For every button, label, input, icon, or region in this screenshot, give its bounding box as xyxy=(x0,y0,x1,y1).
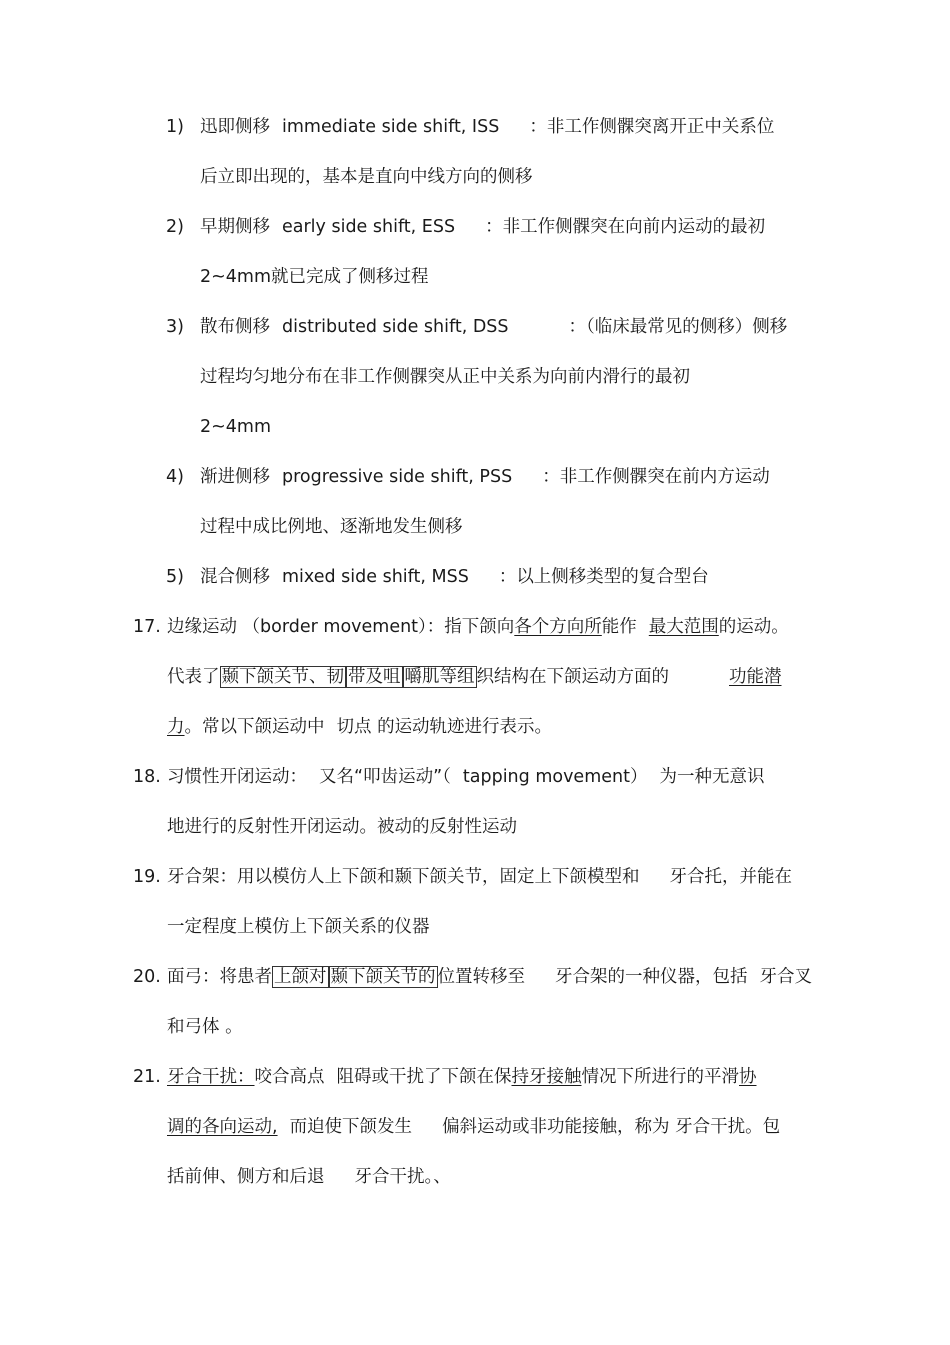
item-19-line-2: 一定程度上模仿上下颌关系的仪器 xyxy=(167,917,430,937)
item-20-line-2: 和弓体 。 xyxy=(167,1017,243,1037)
sub-item-line: 早期侧移 early side shift, ESS ：非工作侧髁突在向前内运动的最初 xyxy=(200,217,766,237)
item-19-line-1: 牙合架：用以模仿人上下颌和颞下颌关节，固定上下颌模型和 牙合托，并能在 xyxy=(167,867,792,887)
sub-item-line: 混合侧移 mixed side shift, MSS ：以上侧移类型的复合型台 xyxy=(200,567,709,587)
sub-item-line: 渐进侧移 progressive side shift, PSS ：非工作侧髁突在前内方运动 xyxy=(200,467,770,487)
sub-item-continuation: 后立即出现的，基本是直向中线方向的侧移 xyxy=(200,167,533,187)
sub-item-description: 非工作侧髁突在前内方运动 xyxy=(559,467,770,487)
sub-item-english: distributed side shift, DSS xyxy=(282,317,509,337)
sub-item-description: 非工作侧髁突离开正中关系位 xyxy=(546,117,775,137)
item-number: 21. xyxy=(133,1067,161,1087)
sub-item-number: 1) xyxy=(166,117,184,137)
boxed-term: 嚼肌等组 xyxy=(404,667,475,687)
item-17-line-3: 力。常以下颌运动中 切点 的运动轨迹进行表示。 xyxy=(167,717,553,737)
sub-item-term: 混合侧移 xyxy=(200,567,270,587)
sub-item-english: early side shift, ESS xyxy=(282,217,456,237)
sub-item-term: 迅即侧移 xyxy=(200,117,270,137)
item-21-line-2: 调的各向运动, 而迫使下颌发生 偏斜运动或非功能接触，称为 牙合干扰。包 xyxy=(167,1117,781,1137)
underlined-term: 调的各向运动, xyxy=(167,1117,278,1137)
underlined-term: 最大范围 xyxy=(648,617,719,637)
sub-item-continuation: 2~4mm xyxy=(200,417,272,437)
sub-item-description: 非工作侧髁突在向前内运动的最初 xyxy=(502,217,766,237)
boxed-term: 带及咀 xyxy=(348,667,401,687)
item-21-line-3: 括前伸、侧方和后退 牙合干扰。、 xyxy=(167,1167,451,1187)
boxed-term: 上颌对 xyxy=(274,967,327,987)
sub-item-line: 迅即侧移 immediate side shift, ISS ：非工作侧髁突离开正中关系位 xyxy=(200,117,775,137)
item-20-line-1: 面弓：将患者 上颌对 颞下颌关节的 位置转移至 牙合架的一种仪器，包括 牙合叉 xyxy=(167,967,812,987)
sub-item-english: progressive side shift, PSS xyxy=(282,467,513,487)
sub-item-english: mixed side shift, MSS xyxy=(282,567,469,587)
underlined-term: 牙合干扰： xyxy=(167,1067,255,1087)
sub-item-continuation: 过程中成比例地、逐渐地发生侧移 xyxy=(200,517,463,537)
underlined-term: 各个方向所 xyxy=(514,617,602,637)
sub-item-number: 4) xyxy=(166,467,184,487)
sub-item-continuation: 2~4mm就已完成了侧移过程 xyxy=(200,267,429,287)
underlined-term: 协 xyxy=(739,1067,757,1087)
sub-item-line: 散布侧移 distributed side shift, DSS ：（临床最常见的侧移）侧移 xyxy=(200,317,788,337)
sub-item-number: 3) xyxy=(166,317,184,337)
underlined-term: 持牙接触 xyxy=(511,1067,582,1087)
underlined-term: 功能潜 xyxy=(729,667,782,687)
sub-item-description: 以上侧移类型的复合型台 xyxy=(516,567,709,587)
sub-item-english: immediate side shift, ISS xyxy=(282,117,500,137)
sub-item-number: 2) xyxy=(166,217,184,237)
item-number: 19. xyxy=(133,867,161,887)
item-number: 20. xyxy=(133,967,161,987)
sub-item-continuation: 过程均匀地分布在非工作侧髁突从正中关系为向前内滑行的最初 xyxy=(200,367,690,387)
sub-item-term: 散布侧移 xyxy=(200,317,270,337)
boxed-term: 颞下颌关节、韧 xyxy=(221,667,344,687)
sub-item-term: 早期侧移 xyxy=(200,217,270,237)
boxed-term: 颞下颌关节的 xyxy=(330,967,436,987)
item-17-line-2: 代表了 颞下颌关节、韧 带及咀 嚼肌等组 织结构在下颌运动方面的 功能潜 xyxy=(167,667,782,687)
item-21-line-1: 牙合干扰：咬合高点 阻碍或干扰了下颌在保持牙接触情况下所进行的平滑协 xyxy=(167,1067,757,1087)
sub-item-description: （临床最常见的侧移）侧移 xyxy=(586,317,788,337)
item-18-line-1: 习惯性开闭运动： 又名“叩齿运动”（ tapping movement） 为一种无意识 xyxy=(167,767,765,787)
item-number: 18. xyxy=(133,767,161,787)
item-17-line-1: 边缘运动 （border movement）：指下颌向各个方向所能作 最大范围的运动。 xyxy=(167,617,789,637)
item-18-line-2: 地进行的反射性开闭运动。被动的反射性运动 xyxy=(167,817,517,837)
item-number: 17. xyxy=(133,617,161,637)
underlined-term: 力 xyxy=(167,717,185,737)
sub-item-number: 5) xyxy=(166,567,184,587)
sub-item-term: 渐进侧移 xyxy=(200,467,270,487)
